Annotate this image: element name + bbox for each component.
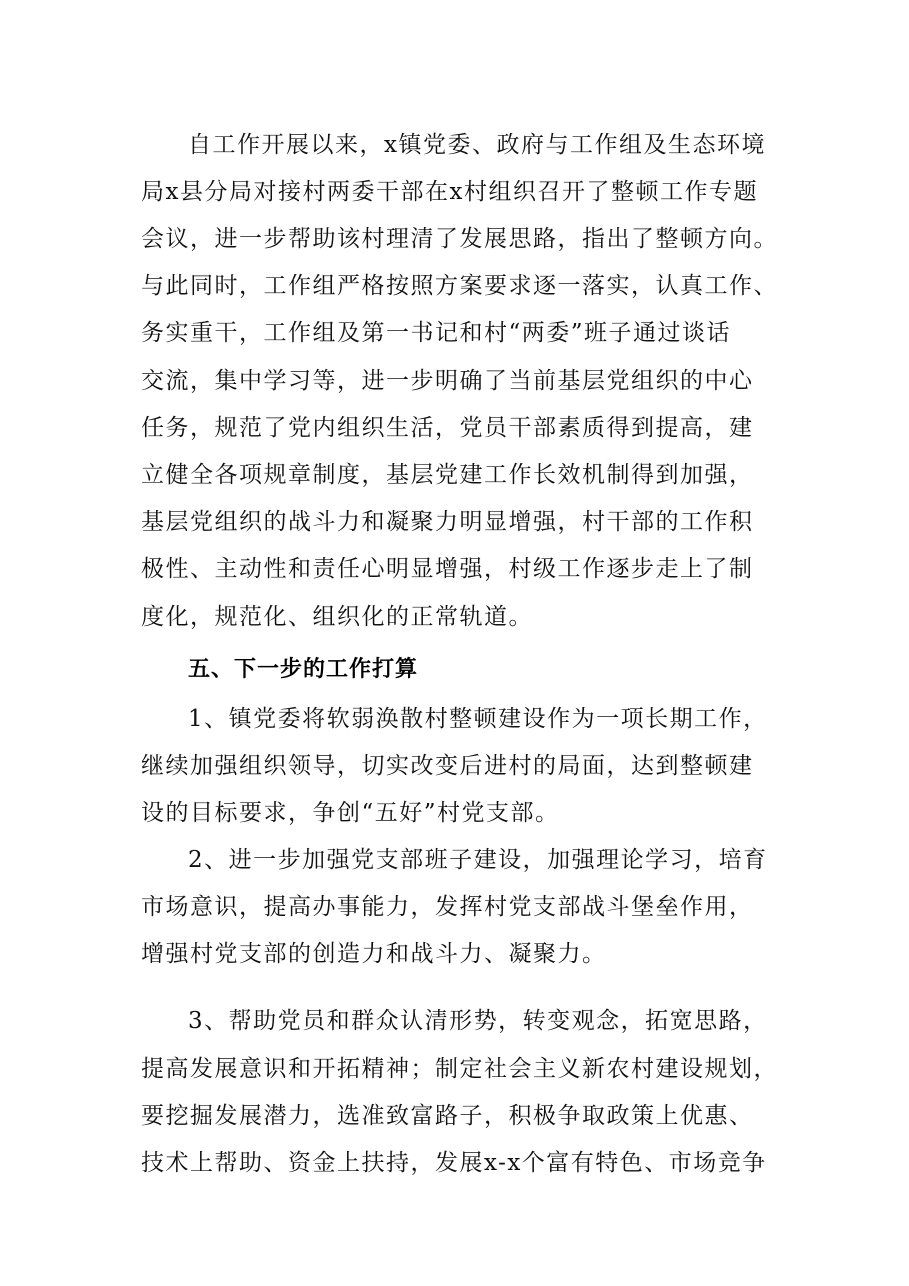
text-line: 继续加强组织领导，切实改变后进村的局面，达到整顿建 [141,753,754,779]
text-line: 技术上帮助、资金上扶持，发展x-x个富有特色、市场竞争 [141,1150,767,1176]
text-line: 设的目标要求，争创“五好”村党支部。 [141,800,560,826]
text-line: 立健全各项规章制度，基层党建工作长效机制得到加强， [141,462,754,488]
text-line: 极性、主动性和责任心明显增强，村级工作逐步走上了制 [141,556,754,582]
text-line: 与此同时，工作组严格按照方案要求逐一落实，认真工作、 [141,273,778,299]
text-line: 会议，进一步帮助该村理清了发展思路，指出了整顿方向。 [141,226,778,252]
text-line: 任务，规范了党内组织生活，党员干部素质得到提高，建 [141,415,754,441]
text-line: 2、进一步加强党支部班子建设，加强理论学习，培育 [188,847,768,873]
text-line: 自工作开展以来，x镇党委、政府与工作组及生态环境 [188,132,766,158]
text-line: 3、帮助党员和群众认清形势，转变观念，拓宽思路， [188,1008,768,1034]
text-line: 局x县分局对接村两委干部在x村组织召开了整顿工作专题 [141,179,758,205]
section-heading: 五、下一步的工作打算 [188,657,419,682]
text-line: 基层党组织的战斗力和凝聚力明显增强，村干部的工作积 [141,509,754,535]
text-line: 要挖掘发展潜力，选准致富路子，积极争取政策上优惠、 [141,1103,754,1129]
text-line: 交流，集中学习等，进一步明确了当前基层党组织的中心 [141,368,754,394]
text-line: 市场意识，提高办事能力，发挥村党支部战斗堡垒作用， [141,894,754,920]
text-line: 度化，规范化、组织化的正常轨道。 [141,604,533,630]
text-line: 增强村党支部的创造力和战斗力、凝聚力。 [141,941,607,967]
text-line: 务实重干，工作组及第一书记和村“两委”班子通过谈话 [141,320,732,346]
text-line: 1、镇党委将软弱涣散村整顿建设作为一项长期工作， [188,706,768,732]
text-line: 提高发展意识和开拓精神；制定社会主义新农村建设规划， [141,1056,778,1082]
